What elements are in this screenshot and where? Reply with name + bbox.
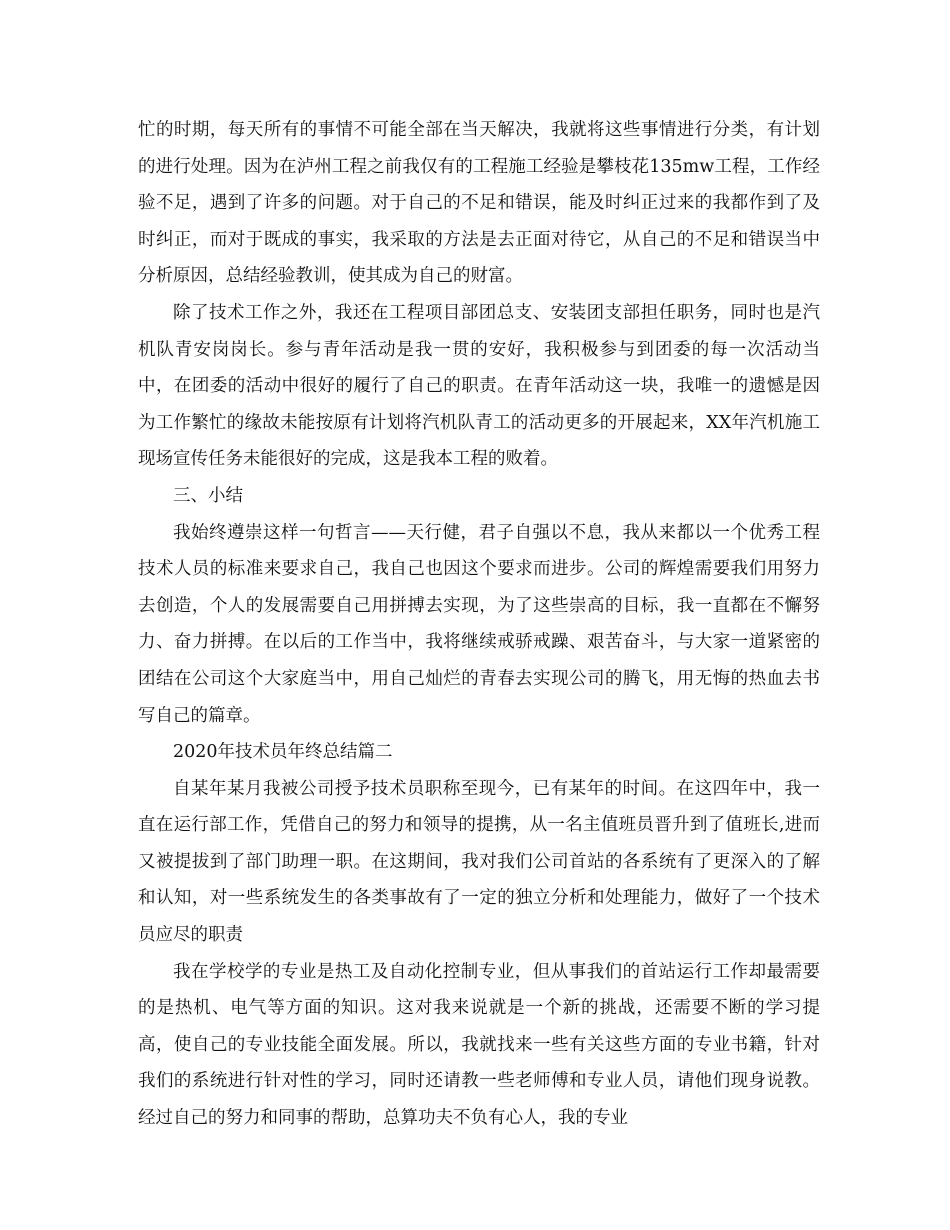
paragraph-extra-duties: 除了技术工作之外，我还在工程项目部团总支、安装团支部担任职务，同时也是汽机队青安岗岗长。参与青年活动是我一贯的安好，我积极参与到团委的每一次活动当中，在团委的活动中很好的履行了自己的职责。在青年活动这一块，我唯一的遗憾是因为工作繁忙的缘故未能按原有计划将汽机队青工的活动更多的开展起来，XX年汽机施工现场宣传任务未能很好的完成，这是我本工程的败着。 — [138, 302, 820, 470]
document-body — [138, 112, 820, 1137]
paragraph-study: 我在学校学的专业是热工及自动化控制专业，但从事我们的首站运行工作却最需要的是热机、电气等方面的知识。这对我来说就是一个新的挑战，还需要不断的学习提高，使自己的专业技能全面发展。所以，我就找来一些有关这些方面的专业书籍，针对我们的系统进行针对性的学习，同时还请教一些老师傅和专业人员，请他们现身说教。经过自己的努力和同事的帮助，总算功夫不负有心人，我的专业 — [138, 961, 820, 1129]
article-title-part-two: 2020年技术员年终总结篇二 — [173, 742, 393, 763]
paragraph-career: 自某年某月我被公司授予技术员职称至现今，已有某年的时间。在这四年中，我一直在运行部工作，凭借自己的努力和领导的提携，从一名主值班员晋升到了值班长,进而又被提拔到了部门助理一职。在这期间，我对我们公司首站的各系统有了更深入的了解和认知，对一些系统发生的各类事故有了一定的独立分析和处理能力，做好了一个技术员应尽的职责 — [138, 778, 820, 946]
paragraph-continuation: 忙的时期，每天所有的事情不可能全部在当天解决，我就将这些事情进行分类，有计划的进行处理。因为在泸州工程之前我仅有的工程施工经验是攀枝花135mw工程，工作经验不足，遇到了许多的问题。对于自己的不足和错误，能及时纠正过来的我都作到了及时纠正，而对于既成的事实，我采取的方法是去正面对待它，从自己的不足和错误当中分析原因，总结经验教训，使其成为自己的财富。 — [138, 120, 820, 287]
section-heading-summary: 三、小结 — [173, 485, 243, 506]
paragraph-summary: 我始终遵崇这样一句哲言——天行健，君子自强以不息，我从来都以一个优秀工程技术人员的标准来要求自己，我自己也因这个要求而进步。公司的辉煌需要我们用努力去创造，个人的发展需要自己用拼搏去实现，为了这些崇高的目标，我一直都在不懈努力、奋力拼搏。在以后的工作当中，我将继续戒骄戒躁、艰苦奋斗，与大家一道紧密的团结在公司这个大家庭当中，用自己灿烂的青春去实现公司的腾飞，用无悔的热血去书写自己的篇章。 — [138, 522, 820, 726]
